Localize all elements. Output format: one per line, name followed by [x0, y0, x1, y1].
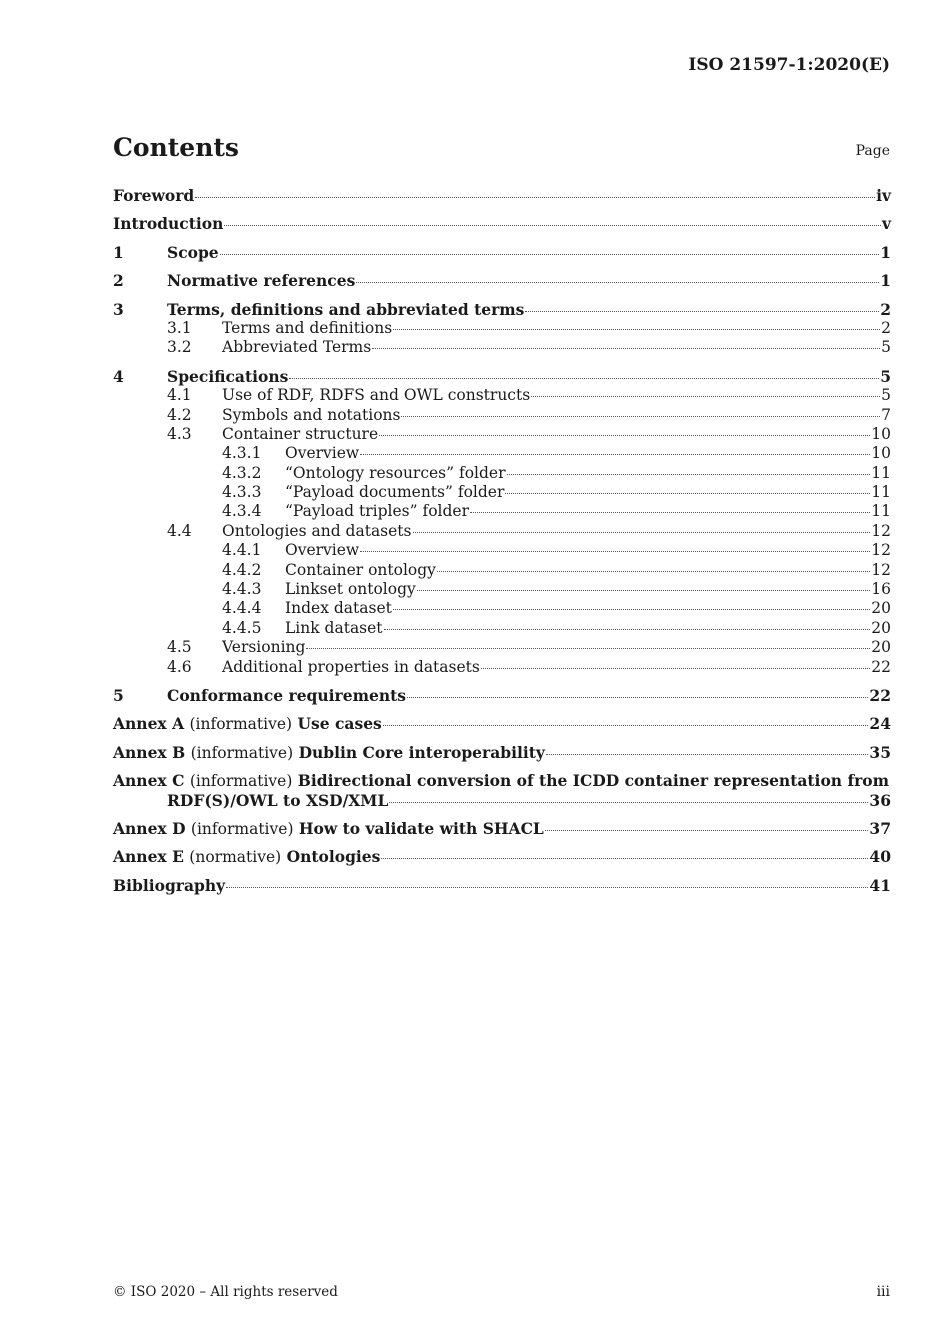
toc-entry-3-2[interactable] [113, 338, 891, 357]
dot-leader [195, 196, 875, 198]
toc-entry-4-4-5[interactable] [113, 619, 891, 638]
toc-entry-page: 35 [869, 742, 891, 762]
dot-leader [407, 696, 868, 698]
toc-entry-page: 7 [881, 405, 891, 424]
page-number: iii [876, 1284, 890, 1300]
toc-entry-number: 5 [113, 685, 124, 705]
dot-leader [383, 724, 869, 726]
toc-entry-4-3-3[interactable] [113, 483, 891, 502]
toc-entry-title: “Payload documents” folder [285, 483, 505, 502]
toc-entry-page: 22 [869, 685, 891, 705]
toc-entry-title: Index dataset [285, 599, 392, 618]
toc-entry-page: 20 [871, 638, 891, 657]
annex-note: (normative) [189, 848, 282, 867]
toc-entry-page: 22 [871, 657, 891, 676]
annex-label: Annex B [113, 742, 186, 762]
toc-entry-conformance[interactable] [113, 686, 891, 705]
toc-entry-page: 20 [871, 599, 891, 618]
copyright-notice: © ISO 2020 – All rights reserved [113, 1284, 338, 1300]
toc-entry-title: Normative references [167, 271, 356, 291]
toc-entry-number: 4.1 [167, 386, 192, 405]
document-id: ISO 21597-1:2020(E) [688, 55, 890, 75]
toc-entry-page: 41 [869, 875, 891, 895]
toc-entry-number: 4 [113, 366, 124, 386]
dot-leader [360, 550, 870, 552]
annex-note: (informative) [190, 819, 294, 838]
toc-entry-title: Scope [167, 242, 219, 262]
dot-leader [356, 281, 879, 283]
dot-leader [505, 492, 870, 494]
toc-entry-annex-a[interactable] [113, 714, 891, 733]
toc-entry-introduction[interactable] [113, 214, 891, 233]
toc-entry-number: 4.3.4 [222, 502, 262, 521]
dot-leader [437, 570, 870, 572]
toc-entry-page: v [881, 214, 891, 234]
dot-leader [379, 434, 870, 436]
toc-entry-title: Foreword [113, 186, 195, 205]
toc-entry-page: 37 [869, 818, 891, 838]
dot-leader [372, 347, 880, 349]
toc-entry-number: 4.4.4 [222, 599, 262, 618]
toc-entry-title: Introduction [113, 214, 224, 234]
toc-entry-title: Overview [285, 444, 360, 463]
annex-title-continued: RDF(S)/OWL to XSD/XML [167, 790, 389, 810]
dot-leader [545, 829, 869, 831]
toc-entry-4-3-4[interactable] [113, 502, 891, 521]
toc-entry-title: Terms, definitions and abbreviated terms [167, 299, 525, 319]
annex-note: (informative) [189, 772, 293, 791]
toc-entry-page: 40 [869, 847, 891, 867]
toc-entry-annex-d[interactable] [113, 819, 891, 838]
toc-entry-page: 1 [880, 242, 891, 262]
toc-entry-title: “Payload triples” folder [285, 502, 470, 521]
dot-leader [481, 667, 870, 669]
toc-entry-page: 20 [871, 618, 891, 637]
toc-entry-page: iv [876, 186, 891, 205]
toc-entry-number: 4.3.1 [222, 444, 262, 463]
annex-title: How to validate with SHACL [298, 818, 544, 838]
toc-entry-scope[interactable] [113, 243, 891, 262]
toc-entry-page: 12 [871, 521, 891, 540]
toc-entry-number: 3.1 [167, 318, 192, 337]
toc-entry-page: 11 [871, 483, 891, 502]
toc-entry-title: Conformance requirements [167, 685, 406, 705]
toc-entry-title: Linkset ontology [285, 580, 416, 599]
toc-entry-number: 1 [113, 242, 124, 262]
annex-title: Use cases [297, 714, 382, 734]
toc-entry-annex-c[interactable] [113, 771, 891, 810]
toc-entry-4-4-4[interactable] [113, 599, 891, 618]
toc-entry-number: 4.2 [167, 405, 192, 424]
table-of-contents [113, 186, 891, 895]
annex-label: Annex C [113, 771, 185, 791]
toc-entry-4-4-2[interactable] [113, 561, 891, 580]
toc-entry-number: 3.2 [167, 338, 192, 357]
toc-entry-number: 4.3.2 [222, 463, 262, 482]
toc-entry-number: 4.3 [167, 424, 192, 443]
dot-leader [306, 647, 870, 649]
toc-entry-title: Link dataset [285, 618, 383, 637]
toc-entry-title: Use of RDF, RDFS and OWL constructs [222, 386, 531, 405]
annex-title: Ontologies [286, 847, 381, 867]
toc-entry-page: 5 [881, 338, 891, 357]
toc-entry-page: 24 [869, 714, 891, 734]
dot-leader [546, 753, 869, 755]
toc-entry-4-4-3[interactable] [113, 580, 891, 599]
toc-entry-page: 2 [880, 299, 891, 319]
annex-label: Annex D [113, 818, 186, 838]
dot-leader [224, 224, 881, 226]
annex-label: Annex A [113, 714, 185, 734]
dot-leader [360, 453, 870, 455]
toc-entry-annex-b[interactable] [113, 743, 891, 762]
dot-leader [401, 415, 880, 417]
contents-heading: Contents [113, 133, 240, 162]
toc-entry-title: Container ontology [285, 560, 436, 579]
toc-entry-normative-references[interactable] [113, 271, 891, 290]
dot-leader [417, 589, 871, 591]
toc-entry-title: Overview [285, 541, 360, 560]
dot-leader [226, 886, 868, 888]
dot-leader [470, 511, 870, 513]
toc-entry-number: 4.6 [167, 657, 192, 676]
toc-entry-title: Bibliography [113, 875, 226, 895]
dot-leader [413, 531, 871, 533]
toc-entry-title: Abbreviated Terms [222, 338, 372, 357]
toc-entry-title: Terms and definitions [222, 318, 393, 337]
annex-title: Dublin Core interoperability [298, 742, 545, 762]
toc-entry-specifications[interactable] [113, 367, 891, 386]
toc-entry-title: Specifications [167, 366, 289, 386]
toc-entry-title: Versioning [222, 638, 306, 657]
toc-entry-number: 4.4 [167, 521, 192, 540]
toc-entry-page: 10 [871, 424, 891, 443]
toc-entry-3-1[interactable] [113, 319, 891, 338]
toc-entry-page: 11 [871, 502, 891, 521]
dot-leader [384, 628, 871, 630]
toc-entry-number: 4.5 [167, 638, 192, 657]
toc-entry-4-4-1[interactable] [113, 541, 891, 560]
dot-leader [393, 328, 880, 330]
dot-leader [531, 395, 880, 397]
toc-entry-bibliography[interactable] [113, 876, 891, 895]
dot-leader [381, 857, 868, 859]
page-column-label: Page [855, 143, 890, 159]
toc-entry-title: Additional properties in datasets [222, 657, 480, 676]
dot-leader [525, 310, 879, 312]
toc-entry-4-3-2[interactable] [113, 464, 891, 483]
toc-entry-number: 4.4.2 [222, 560, 262, 579]
dot-leader [289, 377, 879, 379]
toc-entry-number: 2 [113, 271, 124, 291]
toc-entry-page: 1 [880, 271, 891, 291]
toc-entry-title: Container structure [222, 424, 379, 443]
toc-entry-title: “Ontology resources” folder [285, 463, 506, 482]
toc-entry-4-2[interactable] [113, 406, 891, 425]
toc-entry-number: 3 [113, 299, 124, 319]
toc-entry-title: Ontologies and datasets [222, 521, 412, 540]
toc-entry-4-3-1[interactable] [113, 444, 891, 463]
toc-entry-annex-e[interactable] [113, 847, 891, 866]
toc-entry-page: 2 [881, 318, 891, 337]
toc-entry-4-5[interactable] [113, 638, 891, 657]
toc-entry-page: 36 [869, 790, 891, 810]
toc-entry-4-4[interactable] [113, 522, 891, 541]
dot-leader [389, 801, 868, 803]
annex-note: (informative) [190, 743, 294, 762]
toc-entry-page: 5 [881, 386, 891, 405]
toc-entry-page: 10 [871, 444, 891, 463]
annex-title: Bidirectional conversion of the ICDD container representation from [297, 771, 890, 791]
toc-entry-page: 11 [871, 463, 891, 482]
annex-note: (informative) [189, 715, 293, 734]
toc-entry-4-1[interactable] [113, 386, 891, 405]
dot-leader [393, 608, 870, 610]
toc-entry-title: Symbols and notations [222, 405, 401, 424]
toc-entry-number: 4.4.3 [222, 580, 262, 599]
toc-entry-page: 12 [871, 541, 891, 560]
toc-entry-4-3[interactable] [113, 425, 891, 444]
toc-entry-foreword[interactable] [113, 186, 891, 205]
toc-entry-4-6[interactable] [113, 658, 891, 677]
toc-entry-number: 4.4.5 [222, 618, 262, 637]
toc-entry-page: 12 [871, 560, 891, 579]
annex-label: Annex E [113, 847, 184, 867]
toc-entry-number: 4.4.1 [222, 541, 262, 560]
toc-entry-page: 5 [880, 366, 891, 386]
dot-leader [220, 253, 880, 255]
toc-entry-number: 4.3.3 [222, 483, 262, 502]
toc-entry-terms[interactable] [113, 300, 891, 319]
toc-entry-page: 16 [871, 580, 891, 599]
dot-leader [507, 473, 871, 475]
